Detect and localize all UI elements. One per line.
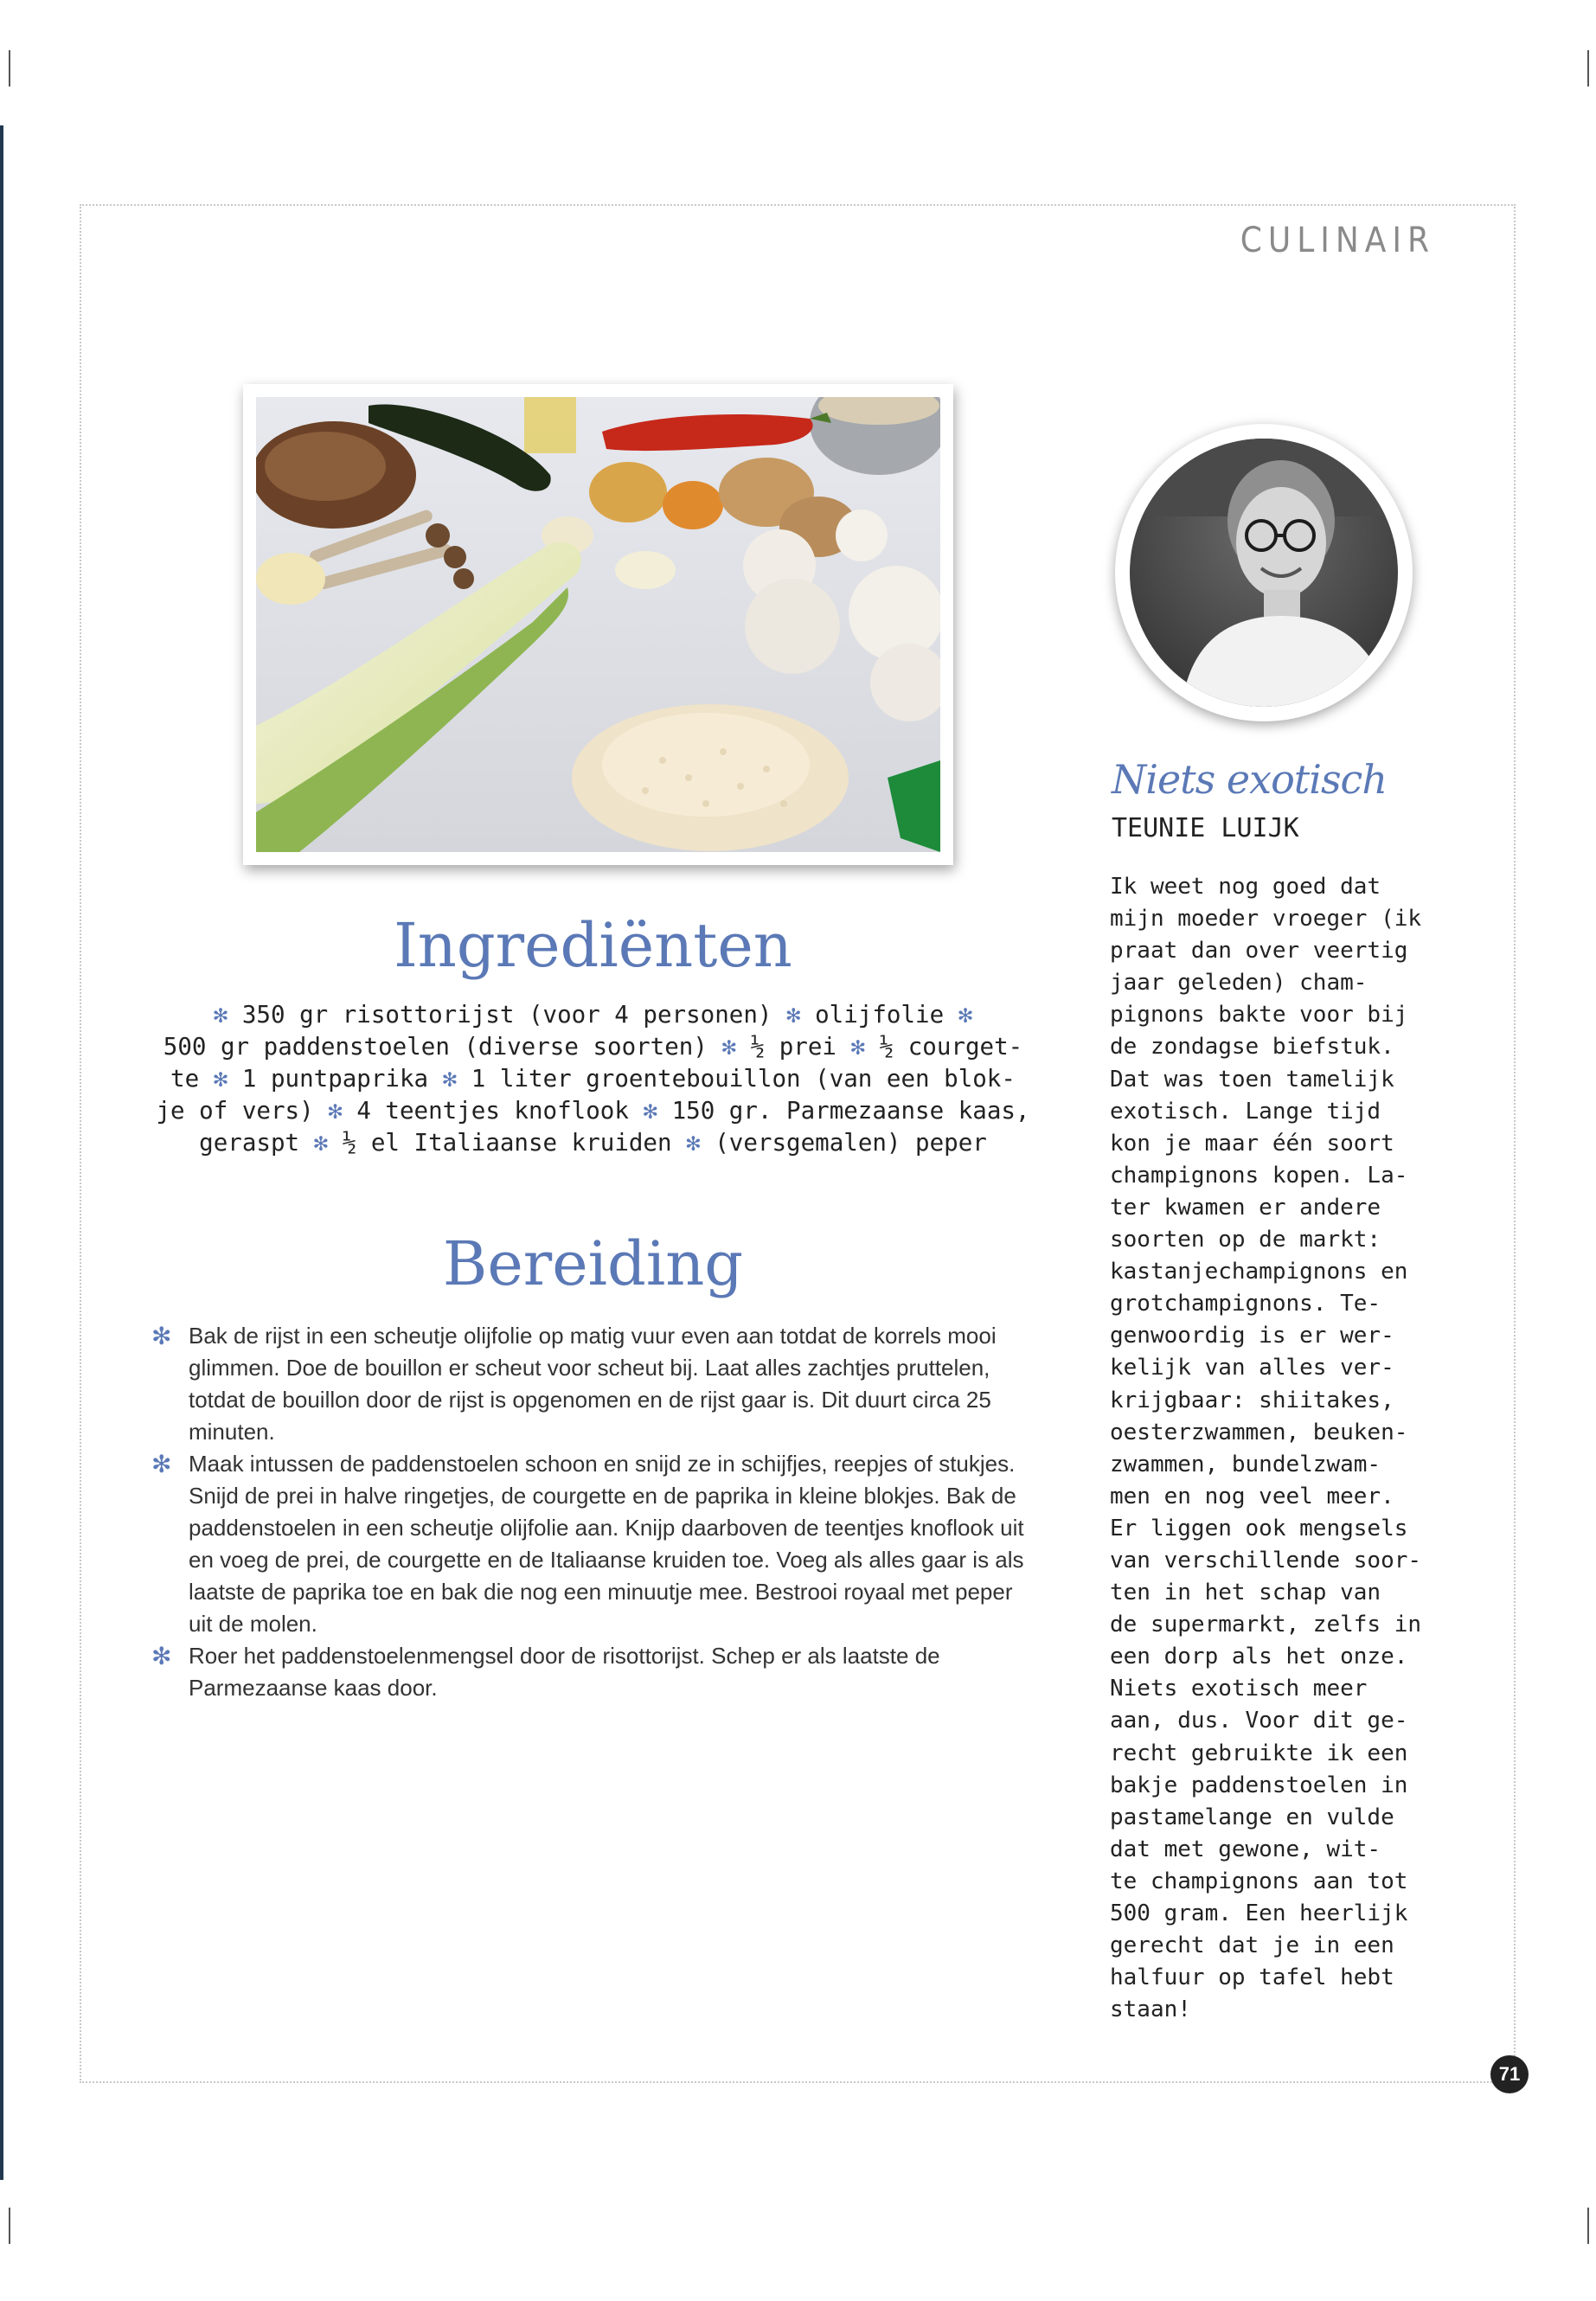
column-line: de zondagse biefstuk. [1110,1034,1394,1061]
bullet-star: ✻ [328,1097,343,1125]
bullet-star: ✻ [313,1129,329,1157]
preparation-step [149,1448,1031,1640]
ingredients-line [154,1127,1032,1159]
column-line: kastanjechampignons en [1110,1259,1408,1285]
column-line: krijgbaar: shiitakes, [1110,1387,1394,1413]
column-line: exotisch. Lange tijd [1110,1098,1381,1125]
ingredient-item: geraspt [199,1129,300,1157]
crop-mark [9,2208,10,2244]
bullet-star: ✻ [721,1033,737,1061]
column-line: champignons kopen. La- [1110,1162,1408,1189]
ingredients-photo [243,384,953,865]
ingredient-item: te [170,1065,200,1093]
column-line: dat met gewone, wit- [1110,1836,1381,1862]
ingredient-item: ½ prei [750,1033,836,1061]
column-line: pignons bakte voor bij [1110,1002,1408,1029]
bullet-star: ✻ [442,1065,458,1093]
column-line: Er liggen ook mengsels [1110,1515,1408,1541]
ingredients-list [154,999,1032,1159]
page-number: 71 [1490,2055,1529,2093]
bullet-star: ✻ [786,1001,801,1029]
column-line: gerecht dat je in een [1110,1932,1394,1959]
column-line: de supermarkt, zelfs in [1110,1612,1422,1638]
ingredient-item: olijfolie [815,1001,945,1029]
column-line: te champignons aan tot [1110,1868,1408,1894]
column-line: 500 gram. Een heerlijk [1110,1900,1408,1926]
column-line: een dorp als het onze. [1110,1644,1408,1670]
column-title: Niets exotisch [1112,756,1387,803]
ingredients-photo-image [256,397,940,852]
column-line: staan! [1110,1997,1191,2023]
column-line: aan, dus. Voor dit ge- [1110,1708,1408,1734]
ingredients-title: Ingrediënten [394,910,792,981]
ingredient-item: ½ el Italiaanse kruiden [342,1129,672,1157]
ingredient-item: (versgemalen) peper [715,1129,987,1157]
ingredients-line [154,1095,1032,1127]
preparation-step [149,1320,1031,1448]
ingredient-item: 4 teentjes knoflook [356,1097,629,1125]
bullet-star: ✻ [151,1451,172,1477]
step-text: Roer het paddenstoelenmengsel door de risottorijst. Schep er als laatste de Parmezaanse kaas door. [189,1643,940,1701]
column-line: halfuur op tafel hebt [1110,1965,1394,1991]
step-text: Maak intussen de paddenstoelen schoon en snijd ze in schijfjes, reepjes of stukjes. Snijd de prei in halve ringetjes, de courgette en de paprika in kleine blokjes. Bak de paddenstoelen in een scheutje olijfolie aan. Knijp daarboven de teentjes knoflook uit en voeg de prei, de courgette en de Italiaanse kruiden toe. Voeg als alles gaar is als laatste de paprika toe en bak die nog een minuutje mee. Bestrooi royaal met peper uit de molen. [189,1451,1024,1637]
column-line: jaar geleden) cham- [1110,970,1368,997]
ingredient-item: ½ courget- [879,1033,1023,1061]
bullet-star: ✻ [151,1643,172,1670]
crop-mark [1587,50,1589,87]
column-line: soorten op de markt: [1110,1227,1381,1253]
preparation-step [149,1640,1031,1704]
column-line: pastamelange en vulde [1110,1804,1394,1830]
column-line: zwammen, bundelzwam- [1110,1451,1381,1477]
column-text [1110,871,1473,2026]
bullet-star: ✻ [213,1001,228,1029]
spine-bar [0,125,3,2180]
column-line: van verschillende soor- [1110,1547,1422,1574]
column-author: TEUNIE LUIJK [1112,813,1299,843]
column-line: bakje paddenstoelen in [1110,1772,1408,1798]
author-portrait [1115,424,1413,721]
column-line: grotchampignons. Te- [1110,1291,1381,1317]
bullet-star: ✻ [686,1129,701,1157]
ingredient-item: 350 gr risottorijst (voor 4 personen) [241,1001,772,1029]
column-line: Niets exotisch meer [1110,1676,1368,1702]
column-line: kelijk van alles ver- [1110,1355,1394,1381]
column-line: praat dan over veertig [1110,938,1408,965]
column-line: Dat was toen tamelijk [1110,1066,1394,1093]
bullet-star: ✻ [151,1323,172,1349]
ingredient-item: 500 gr paddenstoelen (diverse soorten) [163,1033,708,1061]
column-line: genwoordig is er wer- [1110,1323,1394,1349]
ingredient-item: je of vers) [156,1097,314,1125]
ingredients-line [154,1063,1032,1095]
crop-mark [9,50,10,87]
preparation-title: Bereiding [442,1228,744,1299]
ingredient-item: 150 gr. Parmezaanse kaas, [671,1097,1030,1125]
ingredient-item: 1 liter groentebouillon (van een blok- [471,1065,1016,1093]
bullet-star: ✻ [850,1033,866,1061]
column-line: kon je maar één soort [1110,1130,1394,1157]
column-line: ten in het schap van [1110,1580,1381,1606]
column-line: mijn moeder vroeger (ik [1110,906,1422,933]
column-line: oesterzwammen, beuken- [1110,1419,1408,1445]
column-line: ter kwamen er andere [1110,1194,1381,1221]
bullet-star: ✻ [213,1065,228,1093]
column-line: men en nog veel meer. [1110,1483,1394,1509]
ingredients-line [154,999,1032,1031]
bullet-star: ✻ [643,1097,658,1125]
bullet-star: ✻ [958,1001,973,1029]
column-line: Ik weet nog goed dat [1110,874,1381,900]
preparation-steps [149,1320,1031,1704]
column-line: recht gebruikte ik een [1110,1740,1408,1766]
ingredient-item: 1 puntpaprika [241,1065,429,1093]
crop-mark [1587,2208,1589,2244]
author-portrait-image [1130,439,1398,707]
step-text: Bak de rijst in een scheutje olijfolie op matig vuur even aan totdat de korrels mooi glimmen. Doe de bouillon er scheut voor scheut bij. Laat alles zachtjes pruttelen, totdat de bouillon door de rijst is opgenomen en de rijst gaar is. Dit duurt circa 25 minuten. [189,1323,997,1445]
section-label: CULINAIR [1240,221,1435,260]
ingredients-line [154,1031,1032,1063]
